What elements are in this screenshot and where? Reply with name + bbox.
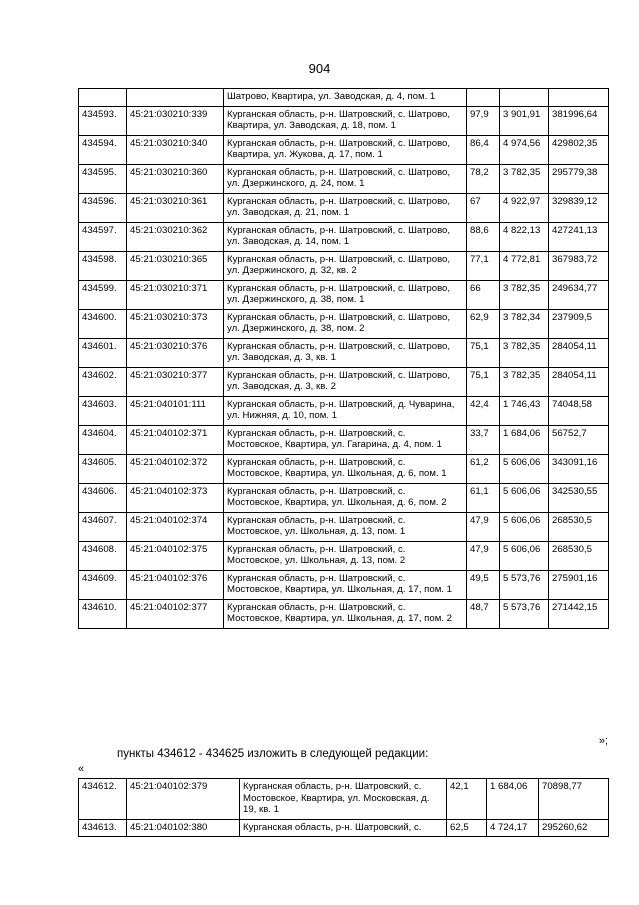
area-cell: 61,1 — [467, 483, 500, 512]
cadastral-number-cell: 45:21:040102:380 — [127, 819, 240, 837]
area-cell: 48,7 — [467, 599, 500, 628]
cadastral-number-cell: 45:21:040102:372 — [127, 454, 224, 483]
cost-cell: 295779,38 — [549, 164, 609, 193]
table-row — [79, 570, 609, 599]
amended-property-table-body — [79, 779, 609, 837]
table-row — [79, 396, 609, 425]
cost-cell: 237909,5 — [549, 309, 609, 338]
cost-cell: 295260,62 — [539, 819, 609, 837]
area-cell: 42,1 — [447, 779, 487, 820]
table-row — [79, 164, 609, 193]
area-cell: 49,5 — [467, 570, 500, 599]
address-cell: Курганская область, р-н. Шатровский, с. Мостовское, Квартира, ул. Гагарина, д. 4, пом. 1 — [224, 425, 467, 454]
cost-cell: 56752,7 — [549, 425, 609, 454]
unit-price-cell: 5 606,06 — [500, 454, 549, 483]
table-row — [79, 251, 609, 280]
address-cell: Курганская область, р-н. Шатровский, с. Мостовское, ул. Школьная, д. 13, пом. 2 — [224, 541, 467, 570]
unit-price-cell: 4 974,56 — [500, 135, 549, 164]
unit-price-cell: 5 573,76 — [500, 599, 549, 628]
amended-property-table — [78, 778, 609, 837]
area-cell: 47,9 — [467, 512, 500, 541]
unit-price-cell: 4 822,13 — [500, 222, 549, 251]
unit-price-cell: 5 573,76 — [500, 570, 549, 599]
unit-price-cell: 3 782,34 — [500, 309, 549, 338]
row-number-cell: 434605. — [79, 454, 127, 483]
table-row — [79, 135, 609, 164]
row-number-cell: 434597. — [79, 222, 127, 251]
table-row — [79, 454, 609, 483]
row-number-cell: 434599. — [79, 280, 127, 309]
area-cell: 75,1 — [467, 338, 500, 367]
area-cell: 66 — [467, 280, 500, 309]
address-cell: Курганская область, р-н. Шатровский, с. Шатрово, ул. Дзержинского, д. 38, пом. 1 — [224, 280, 467, 309]
cadastral-number-cell: 45:21:030210:360 — [127, 164, 224, 193]
cost-cell: 343091,16 — [549, 454, 609, 483]
unit-price-cell: 3 782,35 — [500, 367, 549, 396]
cadastral-number-cell: 45:21:030210:362 — [127, 222, 224, 251]
address-cell: Курганская область, р-н. Шатровский, с. Шатрово, ул. Заводская, д. 3, кв. 1 — [224, 338, 467, 367]
area-cell: 67 — [467, 193, 500, 222]
area-cell: 62,5 — [447, 819, 487, 837]
cadastral-number-cell — [127, 89, 224, 107]
cost-cell: 268530,5 — [549, 512, 609, 541]
unit-price-cell: 4 922,97 — [500, 193, 549, 222]
row-number-cell: 434595. — [79, 164, 127, 193]
cost-cell: 329839,12 — [549, 193, 609, 222]
unit-price-cell — [500, 89, 549, 107]
table-row — [79, 599, 609, 628]
unit-price-cell: 3 901,91 — [500, 106, 549, 135]
cost-cell: 249634,77 — [549, 280, 609, 309]
row-number-cell: 434608. — [79, 541, 127, 570]
table-row — [79, 309, 609, 338]
unit-price-cell: 5 606,06 — [500, 483, 549, 512]
cost-cell: 275901,16 — [549, 570, 609, 599]
cadastral-number-cell: 45:21:040102:379 — [127, 779, 240, 820]
closing-quote: »; — [598, 735, 608, 747]
cadastral-number-cell: 45:21:030210:339 — [127, 106, 224, 135]
table-row — [79, 819, 609, 837]
unit-price-cell: 1 746,43 — [500, 396, 549, 425]
row-number-cell: 434606. — [79, 483, 127, 512]
address-cell: Курганская область, р-н. Шатровский, с. Шатрово, Квартира, ул. Жукова, д. 17, пом. 1 — [224, 135, 467, 164]
cadastral-number-cell: 45:21:030210:365 — [127, 251, 224, 280]
row-number-cell: 434596. — [79, 193, 127, 222]
area-cell: 97,9 — [467, 106, 500, 135]
unit-price-cell: 5 606,06 — [500, 512, 549, 541]
table-row — [79, 89, 609, 107]
cost-cell: 367983,72 — [549, 251, 609, 280]
row-number-cell: 434593. — [79, 106, 127, 135]
area-cell: 33,7 — [467, 425, 500, 454]
unit-price-cell: 4 772,81 — [500, 251, 549, 280]
address-cell: Шатрово, Квартира, ул. Заводская, д. 4, пом. 1 — [224, 89, 467, 107]
cadastral-number-cell: 45:21:030210:371 — [127, 280, 224, 309]
cadastral-number-cell: 45:21:030210:340 — [127, 135, 224, 164]
address-cell: Курганская область, р-н. Шатровский, с. — [240, 819, 447, 837]
unit-price-cell: 1 684,06 — [487, 779, 539, 820]
property-table-body — [79, 89, 609, 629]
address-cell: Курганская область, р-н. Шатровский, с. Мостовское, ул. Школьная, д. 13, пом. 1 — [224, 512, 467, 541]
table-row — [79, 338, 609, 367]
area-cell: 61,2 — [467, 454, 500, 483]
address-cell: Курганская область, р-н. Шатровский, с. Шатрово, ул. Заводская, д. 3, кв. 2 — [224, 367, 467, 396]
table-row — [79, 541, 609, 570]
cost-cell: 271442,15 — [549, 599, 609, 628]
row-number-cell: 434604. — [79, 425, 127, 454]
address-cell: Курганская область, р-н. Шатровский, с. Шатрово, ул. Дзержинского, д. 38, пом. 2 — [224, 309, 467, 338]
address-cell: Курганская область, р-н. Шатровский, с. Шатрово, ул. Дзержинского, д. 32, кв. 2 — [224, 251, 467, 280]
address-cell: Курганская область, р-н. Шатровский, д. Чуварина, ул. Нижняя, д. 10, пом. 1 — [224, 396, 467, 425]
address-cell: Курганская область, р-н. Шатровский, с. Шатрово, Квартира, ул. Заводская, д. 18, пом. 1 — [224, 106, 467, 135]
unit-price-cell: 3 782,35 — [500, 164, 549, 193]
row-number-cell: 434612. — [79, 779, 127, 820]
row-number-cell: 434607. — [79, 512, 127, 541]
cost-cell: 429802,35 — [549, 135, 609, 164]
cadastral-number-cell: 45:21:040102:375 — [127, 541, 224, 570]
cost-cell: 74048,58 — [549, 396, 609, 425]
table-row — [79, 222, 609, 251]
cadastral-number-cell: 45:21:040102:373 — [127, 483, 224, 512]
cadastral-number-cell: 45:21:040102:376 — [127, 570, 224, 599]
unit-price-cell: 4 724,17 — [487, 819, 539, 837]
cost-cell: 427241,13 — [549, 222, 609, 251]
cadastral-number-cell: 45:21:030210:373 — [127, 309, 224, 338]
cost-cell: 268530,5 — [549, 541, 609, 570]
row-number-cell: 434603. — [79, 396, 127, 425]
area-cell: 77,1 — [467, 251, 500, 280]
area-cell: 42,4 — [467, 396, 500, 425]
table-row — [79, 280, 609, 309]
area-cell: 47,9 — [467, 541, 500, 570]
row-number-cell: 434610. — [79, 599, 127, 628]
area-cell — [467, 89, 500, 107]
address-cell: Курганская область, р-н. Шатровский, с. Мостовское, Квартира, ул. Школьная, д. 6, пом. 1 — [224, 454, 467, 483]
address-cell: Курганская область, р-н. Шатровский, с. Мостовское, Квартира, ул. Школьная, д. 17, пом. 1 — [224, 570, 467, 599]
area-cell: 86,4 — [467, 135, 500, 164]
row-number-cell: 434602. — [79, 367, 127, 396]
row-number-cell: 434598. — [79, 251, 127, 280]
opening-quote: « — [78, 763, 85, 775]
cost-cell: 284054,11 — [549, 338, 609, 367]
row-number-cell: 434613. — [79, 819, 127, 837]
unit-price-cell: 3 782,35 — [500, 338, 549, 367]
cadastral-number-cell: 45:21:030210:377 — [127, 367, 224, 396]
area-cell: 62,9 — [467, 309, 500, 338]
cost-cell: 381996,64 — [549, 106, 609, 135]
unit-price-cell: 3 782,35 — [500, 280, 549, 309]
cadastral-number-cell: 45:21:040101:111 — [127, 396, 224, 425]
cadastral-number-cell: 45:21:030210:361 — [127, 193, 224, 222]
cadastral-number-cell: 45:21:040102:377 — [127, 599, 224, 628]
address-cell: Курганская область, р-н. Шатровский, с. Шатрово, ул. Заводская, д. 21, пом. 1 — [224, 193, 467, 222]
cadastral-number-cell: 45:21:040102:374 — [127, 512, 224, 541]
cost-cell: 342530,55 — [549, 483, 609, 512]
row-number-cell: 434601. — [79, 338, 127, 367]
table-row — [79, 193, 609, 222]
unit-price-cell: 5 606,06 — [500, 541, 549, 570]
cadastral-number-cell: 45:21:030210:376 — [127, 338, 224, 367]
table-row — [79, 367, 609, 396]
address-cell: Курганская область, р-н. Шатровский, с. Шатрово, ул. Дзержинского, д. 24, пом. 1 — [224, 164, 467, 193]
address-cell: Курганская область, р-н. Шатровский, с. Мостовское, Квартира, ул. Московская, д. 19, кв. 1 — [240, 779, 447, 820]
amendment-instruction: пункты 434612 - 434625 изложить в следующей редакции: — [117, 748, 429, 760]
cadastral-number-cell: 45:21:040102:371 — [127, 425, 224, 454]
area-cell: 75,1 — [467, 367, 500, 396]
cost-cell — [549, 89, 609, 107]
table-row — [79, 483, 609, 512]
row-number-cell — [79, 89, 127, 107]
table-row — [79, 425, 609, 454]
table-row — [79, 512, 609, 541]
row-number-cell: 434594. — [79, 135, 127, 164]
address-cell: Курганская область, р-н. Шатровский, с. Шатрово, ул. Заводская, д. 14, пом. 1 — [224, 222, 467, 251]
area-cell: 78,2 — [467, 164, 500, 193]
area-cell: 88,6 — [467, 222, 500, 251]
row-number-cell: 434600. — [79, 309, 127, 338]
table-row — [79, 779, 609, 820]
cost-cell: 284054,11 — [549, 367, 609, 396]
cost-cell: 70898,77 — [539, 779, 609, 820]
unit-price-cell: 1 684,06 — [500, 425, 549, 454]
table-row — [79, 106, 609, 135]
row-number-cell: 434609. — [79, 570, 127, 599]
property-table — [78, 88, 609, 629]
address-cell: Курганская область, р-н. Шатровский, с. Мостовское, Квартира, ул. Школьная, д. 17, пом. 2 — [224, 599, 467, 628]
page-number: 904 — [308, 61, 331, 76]
address-cell: Курганская область, р-н. Шатровский, с. Мостовское, Квартира, ул. Школьная, д. 6, пом. 2 — [224, 483, 467, 512]
